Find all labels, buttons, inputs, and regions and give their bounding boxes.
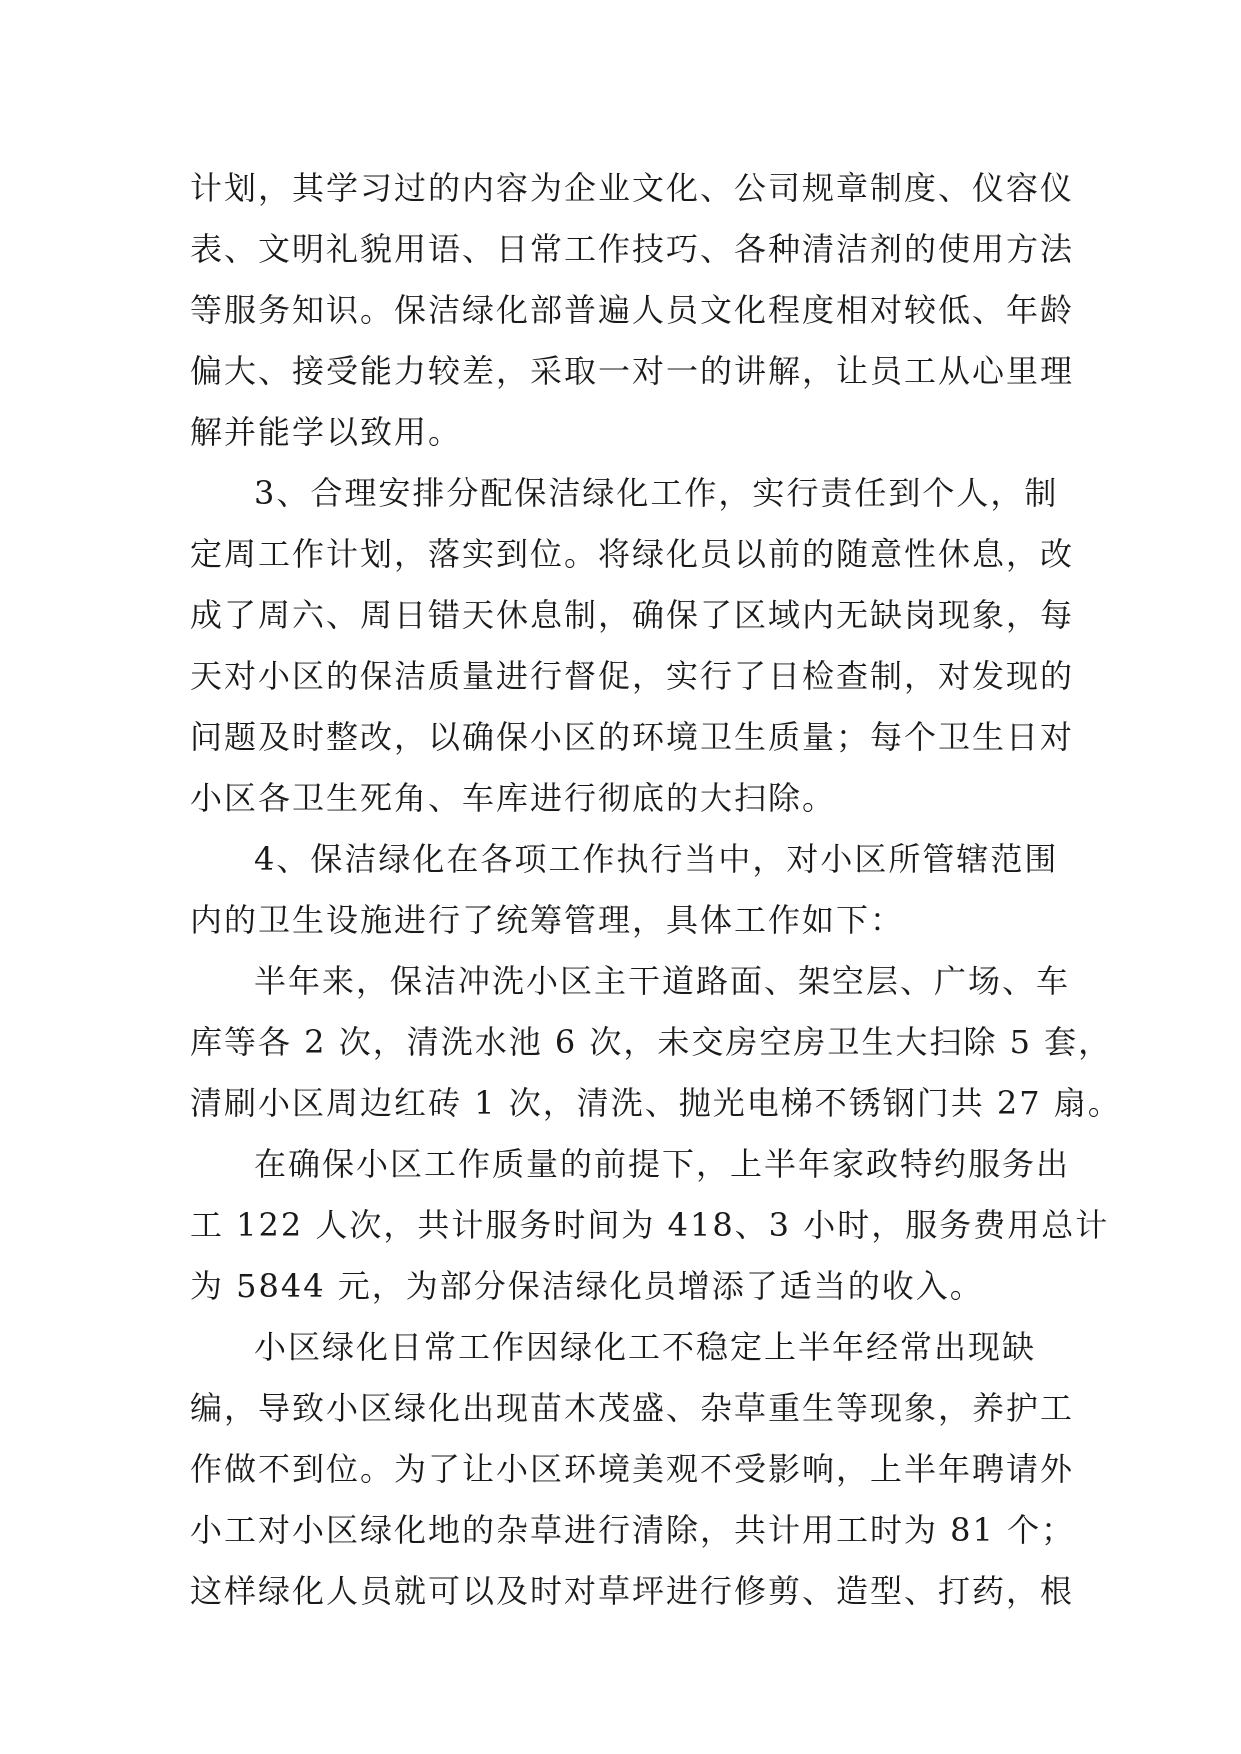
- text-line: 等服务知识。保洁绿化部普遍人员文化程度相对较低、年龄: [190, 291, 1075, 329]
- text-line: 解并能学以致用。: [190, 413, 463, 451]
- paragraph-start-line: 半年来，保洁冲洗小区主干道路面、架空层、广场、车: [254, 962, 1071, 1000]
- text-line: 偏大、接受能力较差，采取一对一的讲解，让员工从心里理: [190, 352, 1075, 390]
- document-body: [190, 158, 1122, 1622]
- text-line: 表、文明礼貌用语、日常工作技巧、各种清洁剂的使用方法: [190, 230, 1075, 268]
- text-line: 小区各卫生死角、车库进行彻底的大扫除。: [190, 779, 837, 817]
- text-line: 作做不到位。为了让小区环境美观不受影响，上半年聘请外: [190, 1450, 1075, 1488]
- text-line: 成了周六、周日错天休息制，确保了区域内无缺岗现象，每: [190, 596, 1075, 634]
- text-line: 定周工作计划，落实到位。将绿化员以前的随意性休息，改: [190, 535, 1075, 573]
- text-line: 计划，其学习过的内容为企业文化、公司规章制度、仪容仪: [190, 169, 1075, 207]
- text-line: 清刷小区周边红砖 1 次，清洗、抛光电梯不锈钢门共 27 扇。: [190, 1084, 1122, 1122]
- text-line: 小工对小区绿化地的杂草进行清除，共计用工时为 81 个；: [190, 1511, 1076, 1549]
- paragraph-start-line: 4、保洁绿化在各项工作执行当中，对小区所管辖范围: [254, 840, 1059, 878]
- text-line: 编，导致小区绿化出现苗木茂盛、杂草重生等现象，养护工: [190, 1389, 1075, 1427]
- paragraph-start-line: 在确保小区工作质量的前提下，上半年家政特约服务出: [254, 1145, 1071, 1183]
- text-line: 工 122 人次，共计服务时间为 418、3 小时，服务费用总计: [190, 1206, 1110, 1244]
- text-line: 库等各 2 次，清洗水池 6 次，未交房空房卫生大扫除 5 套，: [190, 1023, 1113, 1061]
- paragraph-start-line: 3、合理安排分配保洁绿化工作，实行责任到个人，制: [254, 474, 1059, 512]
- text-line: 这样绿化人员就可以及时对草坪进行修剪、造型、打药，根: [190, 1572, 1075, 1610]
- paragraph-start-line: 小区绿化日常工作因绿化工不稳定上半年经常出现缺: [254, 1328, 1037, 1366]
- text-line: 天对小区的保洁质量进行督促，实行了日检查制，对发现的: [190, 657, 1075, 695]
- text-line: 为 5844 元，为部分保洁绿化员增添了适当的收入。: [190, 1267, 984, 1305]
- text-line: 内的卫生设施进行了统筹管理，具体工作如下：: [190, 901, 905, 939]
- text-line: 问题及时整改，以确保小区的环境卫生质量；每个卫生日对: [190, 718, 1075, 756]
